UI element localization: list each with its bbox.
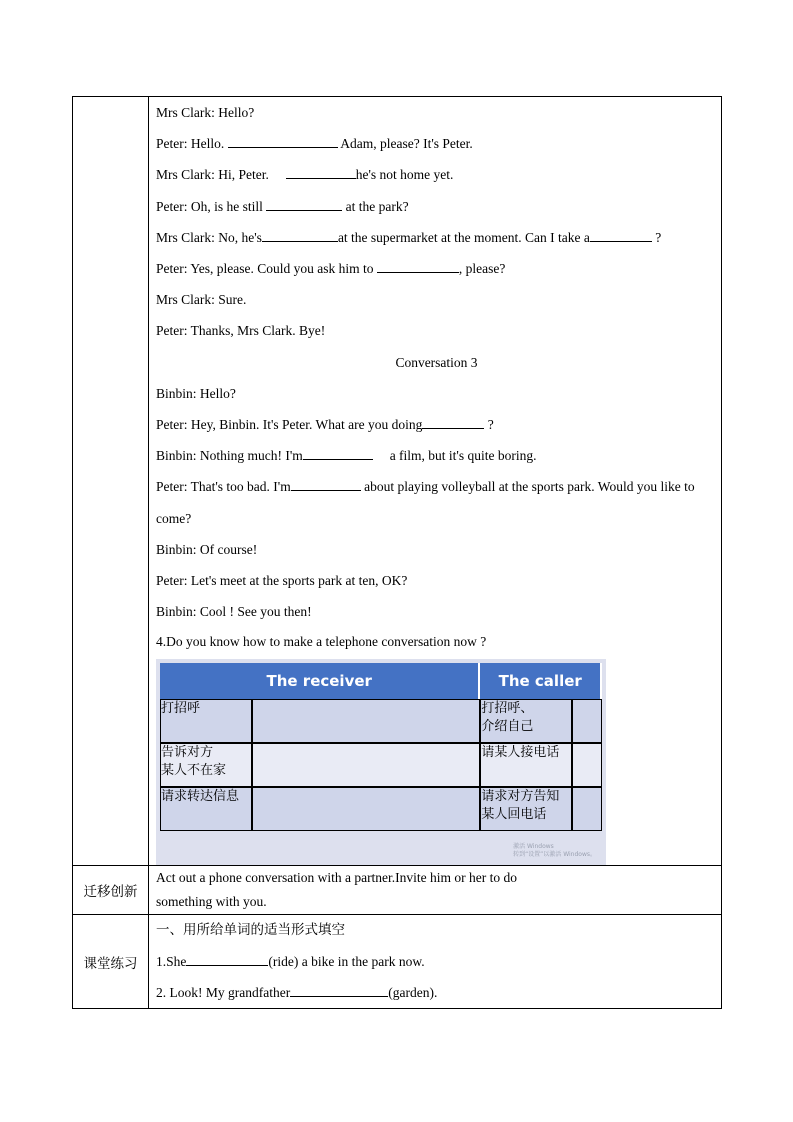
line-text: Mrs Clark: No, he's xyxy=(156,229,262,245)
dialogue-cell xyxy=(149,97,722,866)
transfer-row xyxy=(73,866,722,915)
empty-cell xyxy=(252,743,480,787)
worksheet-table xyxy=(72,96,722,1009)
fill-in-blank[interactable] xyxy=(422,415,484,429)
conversation-3 xyxy=(156,378,717,628)
fill-in-blank[interactable] xyxy=(590,228,652,242)
dialogue-line xyxy=(156,253,717,284)
dialogue-line xyxy=(156,222,717,253)
receiver-step: 告诉对方 某人不在家 xyxy=(160,743,252,787)
dialogue-line xyxy=(156,440,717,471)
watermark-line: 转到“设置”以激活 Windows。 xyxy=(513,851,596,859)
dialogue-line xyxy=(156,503,717,534)
line-text: 1.She xyxy=(156,954,187,970)
line-text: Peter: Hello. xyxy=(156,136,228,152)
line-text: Peter: Let's meet at the sports park at ten, OK? xyxy=(156,573,408,589)
line-text: Binbin: Nothing much! I'm xyxy=(156,448,303,464)
empty-cell xyxy=(572,743,602,787)
line-text: Binbin: Cool ! See you then! xyxy=(156,604,312,620)
conversation-2 xyxy=(156,97,717,347)
caller-step: 打招呼、 介绍自己 xyxy=(480,699,572,743)
dialogue-line xyxy=(156,159,717,190)
empty-label-cell xyxy=(73,97,149,866)
receiver-caller-table xyxy=(160,663,602,831)
rc-row xyxy=(160,787,602,831)
empty-cell xyxy=(252,787,480,831)
conversation-3-title: Conversation 3 xyxy=(395,354,478,370)
windows-activation-watermark xyxy=(513,843,596,859)
question-4: 4.Do you know how to make a telephone conversation now ? xyxy=(156,634,487,650)
line-text: Binbin: Hello? xyxy=(156,385,236,401)
line-text: Peter: Thanks, Mrs Clark. Bye! xyxy=(156,323,326,339)
dialogue-line xyxy=(156,97,717,128)
line-text: at the park? xyxy=(342,198,409,214)
transfer-text-line: something with you. xyxy=(156,894,267,910)
exercise-items xyxy=(156,946,717,1008)
receiver-header: The receiver xyxy=(160,663,480,699)
rc-row xyxy=(160,743,602,787)
dialogue-line xyxy=(156,128,717,159)
line-text: Mrs Clark: Hi, Peter. xyxy=(156,167,286,183)
dialogue-row xyxy=(73,97,722,866)
dialogue-line xyxy=(156,378,717,409)
dialogue-line xyxy=(156,409,717,440)
line-text: Mrs Clark: Sure. xyxy=(156,292,247,308)
exercise-title: 一、用所给单词的适当形式填空 xyxy=(156,922,345,939)
line-text: ? xyxy=(651,229,662,245)
line-text: (ride) a bike in the park now. xyxy=(268,954,425,970)
line-text: a film, but it's quite boring. xyxy=(372,448,537,464)
receiver-step: 打招呼 xyxy=(160,699,252,743)
line-text: Binbin: Of course! xyxy=(156,541,258,557)
fill-in-blank[interactable] xyxy=(228,134,338,148)
empty-cell xyxy=(572,699,602,743)
line-text: ? xyxy=(484,417,494,433)
fill-in-blank[interactable] xyxy=(266,197,342,211)
caller-header: The caller xyxy=(480,663,602,699)
rc-row xyxy=(160,699,602,743)
dialogue-line xyxy=(156,315,717,346)
receiver-step: 请求转达信息 xyxy=(160,787,252,831)
dialogue-line xyxy=(156,977,717,1008)
receiver-caller-image xyxy=(156,659,606,865)
dialogue-line xyxy=(156,284,717,315)
transfer-label: 迁移创新 xyxy=(73,866,149,915)
dialogue-line xyxy=(156,946,717,977)
transfer-task xyxy=(149,866,722,915)
fill-in-blank[interactable] xyxy=(186,952,268,966)
line-text: , please? xyxy=(458,261,506,277)
practice-row xyxy=(73,915,722,1009)
line-text: about playing volleyball at the sports park. Would you like to xyxy=(360,479,695,495)
line-text: (garden). xyxy=(388,985,438,1001)
caller-step: 请求对方告知 某人回电话 xyxy=(480,787,572,831)
dialogue-line xyxy=(156,191,717,222)
empty-cell xyxy=(572,787,602,831)
fill-in-blank[interactable] xyxy=(291,477,361,491)
dialogue-line xyxy=(156,565,717,596)
caller-step: 请某人接电话 xyxy=(480,743,572,787)
fill-in-blank[interactable] xyxy=(377,259,459,273)
dialogue-line xyxy=(156,596,717,627)
dialogue-line xyxy=(156,534,717,565)
fill-in-blank[interactable] xyxy=(303,446,373,460)
practice-label: 课堂练习 xyxy=(73,915,149,1009)
line-text: Peter: That's too bad. I'm xyxy=(156,479,291,495)
line-text: at the supermarket at the moment. Can I take a xyxy=(337,229,590,245)
fill-in-blank[interactable] xyxy=(286,165,356,179)
line-text: Peter: Oh, is he still xyxy=(156,198,267,214)
line-text: Peter: Hey, Binbin. It's Peter. What are you doing xyxy=(156,417,423,433)
line-text: he's not home yet. xyxy=(355,167,454,183)
transfer-text-line: Act out a phone conversation with a partner.Invite him or her to do xyxy=(156,870,518,886)
line-text: Adam, please? It's Peter. xyxy=(337,136,473,152)
empty-cell xyxy=(252,699,480,743)
fill-in-blank[interactable] xyxy=(262,228,338,242)
dialogue-line xyxy=(156,471,717,502)
line-text: come? xyxy=(156,510,192,526)
practice-cell xyxy=(149,915,722,1009)
watermark-line: 激活 Windows xyxy=(513,843,554,851)
line-text: 2. Look! My grandfather xyxy=(156,985,291,1001)
line-text: Peter: Yes, please. Could you ask him to xyxy=(156,261,377,277)
fill-in-blank[interactable] xyxy=(290,983,388,997)
line-text: Mrs Clark: Hello? xyxy=(156,105,255,120)
